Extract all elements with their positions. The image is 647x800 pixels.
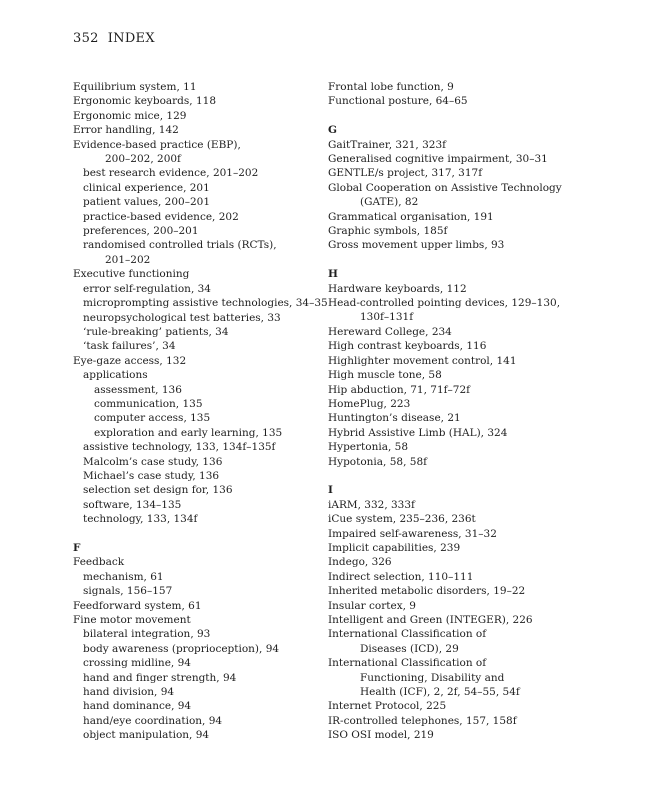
index-subentry: 200–202, 200f	[105, 153, 181, 166]
index-subentry: computer access, 135	[94, 412, 211, 425]
index-entry: Indirect selection, 110–111	[328, 570, 474, 583]
index-entry: Hip abduction, 71, 71f–72f	[328, 383, 471, 396]
index-entry: Indego, 326	[328, 556, 392, 569]
index-subentry: hand/eye coordination, 94	[83, 714, 223, 727]
section-gap	[328, 469, 583, 483]
index-entry: Internet Protocol, 225	[328, 700, 447, 713]
index-subentry: patient values, 200–201	[83, 196, 211, 209]
section-letter-heading: G	[328, 124, 337, 137]
index-subentry: neuropsychological test batteries, 33	[83, 311, 281, 324]
index-entry: Inherited metabolic disorders, 19–22	[328, 585, 526, 598]
index-subentry: signals, 156–157	[83, 585, 173, 598]
index-subentry: 130f–131f	[360, 311, 414, 324]
index-subentry: exploration and early learning, 135	[94, 426, 283, 439]
index-subentry: technology, 133, 134f	[83, 513, 198, 526]
index-entry: International Classification of	[328, 628, 487, 641]
index-subentry: ‘rule-breaking’ patients, 34	[83, 325, 229, 338]
index-entry: IR-controlled telephones, 157, 158f	[328, 714, 517, 727]
index-subentry: hand division, 94	[83, 686, 175, 699]
index-subentry: crossing midline, 94	[83, 657, 191, 670]
index-subentry: ‘task failures’, 34	[83, 340, 176, 353]
index-entry: Hereward College, 234	[328, 325, 452, 338]
index-entry: Grammatical organisation, 191	[328, 210, 494, 223]
index-entry: Frontal lobe function, 9	[328, 81, 454, 93]
index-subentry: microprompting assistive technologies, 34–35	[83, 297, 328, 310]
index-subentry: hand dominance, 94	[83, 700, 192, 713]
index-column-right	[328, 80, 583, 743]
index-subentry: 201–202	[105, 253, 151, 266]
index-entry: Huntington’s disease, 21	[328, 412, 461, 425]
index-entry: Feedforward system, 61	[73, 599, 202, 612]
index-entry: Equilibrium system, 11	[73, 81, 197, 93]
index-entry: iCue system, 235–236, 236t	[328, 513, 476, 526]
index-subentry: mechanism, 61	[83, 570, 164, 583]
index-column-left	[73, 80, 328, 743]
index-entry: Generalised cognitive impairment, 30–31	[328, 153, 548, 166]
index-entry: iARM, 332, 333f	[328, 498, 415, 511]
index-subentry: best research evidence, 201–202	[83, 167, 259, 180]
index-entry: High muscle tone, 58	[328, 369, 442, 382]
section-gap	[73, 527, 328, 541]
index-entry: GENTLE/s project, 317, 317f	[328, 167, 483, 180]
index-entry: HomePlug, 223	[328, 397, 411, 410]
index-subentry: object manipulation, 94	[83, 729, 210, 742]
index-entry: Hypotonia, 58, 58f	[328, 455, 428, 468]
index-subentry: Michael’s case study, 136	[83, 469, 220, 482]
index-entry: Ergonomic mice, 129	[73, 109, 187, 122]
index-entry: ISO OSI model, 219	[328, 729, 434, 742]
index-entry: Highlighter movement control, 141	[328, 354, 517, 367]
index-entry: Hardware keyboards, 112	[328, 282, 467, 295]
running-header	[73, 31, 155, 46]
section-letter-heading: H	[328, 268, 338, 281]
section-letter-heading: I	[328, 484, 333, 497]
index-entry: GaitTrainer, 321, 323f	[328, 138, 447, 151]
index-entry: Intelligent and Green (INTEGER), 226	[328, 613, 533, 626]
index-subentry: hand and finger strength, 94	[83, 671, 237, 684]
index-entry: Functional posture, 64–65	[328, 95, 468, 108]
index-subentry: preferences, 200–201	[83, 225, 199, 238]
index-entry: Impaired self-awareness, 31–32	[328, 527, 497, 540]
index-entry: Insular cortex, 9	[328, 599, 416, 612]
index-entry: Head-controlled pointing devices, 129–130,	[328, 297, 561, 310]
section-gap	[328, 253, 583, 267]
index-subentry: selection set design for, 136	[83, 484, 233, 497]
section-letter-heading: F	[73, 541, 81, 554]
index-entry: Gross movement upper limbs, 93	[328, 239, 505, 252]
index-entry: Graphic symbols, 185f	[328, 225, 448, 238]
index-subentry: randomised controlled trials (RCTs),	[83, 239, 277, 252]
index-entry: Ergonomic keyboards, 118	[73, 95, 217, 108]
index-entry: Fine motor movement	[73, 614, 191, 627]
index-entry: Executive functioning	[73, 268, 190, 281]
index-entry: Error handling, 142	[73, 124, 179, 137]
index-subentry: assessment, 136	[94, 383, 182, 396]
index-entry: Feedback	[73, 556, 125, 569]
index-subentry: applications	[83, 369, 148, 382]
index-entry: Hybrid Assistive Limb (HAL), 324	[328, 426, 508, 439]
index-subentry: Malcolm’s case study, 136	[83, 455, 223, 468]
section-gap	[328, 109, 583, 123]
index-subentry: Health (ICF), 2, 2f, 54–55, 54f	[360, 686, 520, 699]
index-subentry: clinical experience, 201	[83, 181, 210, 194]
page-number: 352	[73, 31, 99, 46]
index-subentry: software, 134–135	[83, 498, 182, 511]
index-subentry: error self-regulation, 34	[83, 282, 211, 295]
index-entry: Evidence-based practice (EBP),	[73, 138, 241, 151]
index-subentry: communication, 135	[94, 397, 203, 410]
index-entry: Implicit capabilities, 239	[328, 541, 461, 554]
index-subentry: practice-based evidence, 202	[83, 210, 239, 223]
running-title: INDEX	[107, 31, 155, 46]
index-entry: Hypertonia, 58	[328, 441, 409, 454]
index-subentry: Diseases (ICD), 29	[360, 642, 459, 655]
index-entry: Eye-gaze access, 132	[73, 354, 187, 367]
index-subentry: bilateral integration, 93	[83, 628, 211, 641]
index-entry: International Classification of	[328, 657, 487, 670]
index-entry: High contrast keyboards, 116	[328, 340, 487, 353]
index-entry: Global Cooperation on Assistive Technology	[328, 181, 562, 194]
index-subentry: body awareness (proprioception), 94	[83, 642, 280, 655]
index-subentry: Functioning, Disability and	[360, 671, 505, 684]
index-subentry: (GATE), 82	[360, 196, 419, 209]
index-subentry: assistive technology, 133, 134f–135f	[83, 441, 276, 454]
